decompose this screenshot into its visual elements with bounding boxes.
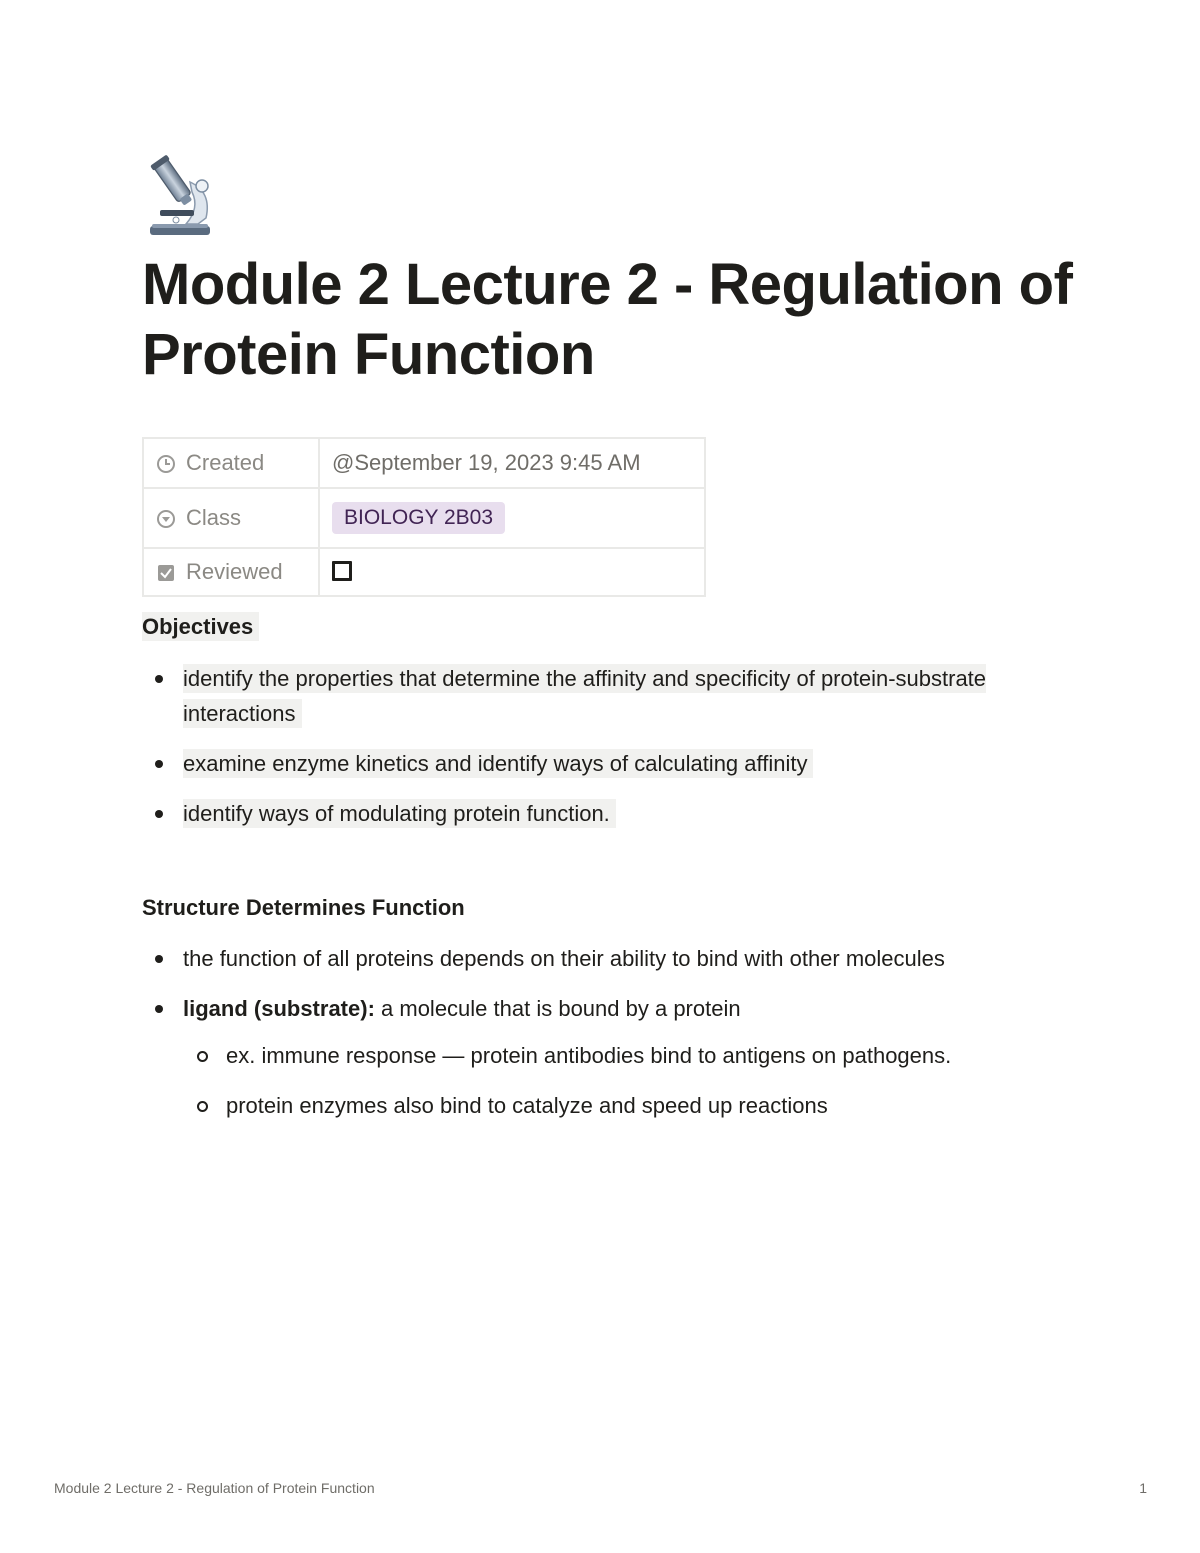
created-value[interactable]: @September 19, 2023 9:45 AM xyxy=(319,438,705,488)
select-icon xyxy=(156,508,176,528)
bullet-icon xyxy=(155,810,163,818)
class-tag[interactable]: BIOLOGY 2B03 xyxy=(332,502,505,534)
bullet-icon xyxy=(155,760,163,768)
property-label-created: Created xyxy=(186,450,265,475)
property-label-class: Class xyxy=(186,505,242,530)
property-row-created xyxy=(143,438,705,488)
reviewed-checkbox[interactable] xyxy=(332,561,352,581)
structure-heading: Structure Determines Function xyxy=(142,895,465,920)
page-number: 1 xyxy=(1139,1480,1147,1496)
bullet-icon xyxy=(155,675,163,683)
sub-list xyxy=(183,1038,1042,1123)
clock-icon xyxy=(156,453,176,473)
properties-table xyxy=(142,437,706,597)
objectives-list xyxy=(142,661,1042,846)
objectives-heading: Objectives xyxy=(142,614,259,640)
bullet-icon xyxy=(155,1005,163,1013)
property-label-reviewed: Reviewed xyxy=(186,559,283,584)
list-item: examine enzyme kinetics and identify ways of calculating affinity xyxy=(142,746,1042,781)
property-row-reviewed xyxy=(143,548,705,596)
bullet-icon xyxy=(155,955,163,963)
list-item: identify the properties that determine the affinity and specificity of protein-substrate interactions xyxy=(142,661,1042,731)
sub-list-item: protein enzymes also bind to catalyze and speed up reactions xyxy=(183,1088,1042,1123)
term-label: ligand (substrate): xyxy=(183,996,375,1021)
structure-list xyxy=(142,941,1042,1138)
bullet-ring-icon xyxy=(197,1101,208,1112)
page-title: Module 2 Lecture 2 - Regulation of Protein Function xyxy=(142,252,1073,387)
checkbox-icon xyxy=(156,562,176,582)
list-item: identify ways of modulating protein function. xyxy=(142,796,1042,831)
property-row-class xyxy=(143,488,705,548)
microscope-icon xyxy=(146,152,218,238)
bullet-ring-icon xyxy=(197,1051,208,1062)
list-item: the function of all proteins depends on their ability to bind with other molecules xyxy=(142,941,1042,976)
footer-title: Module 2 Lecture 2 - Regulation of Protein Function xyxy=(54,1480,375,1496)
list-item: ligand (substrate): a molecule that is bound by a protein ex. immune response — protein antibodies bind to antigens on pathogens. protein enzymes also bind to catalyze and speed up reactions xyxy=(142,991,1042,1123)
sub-list-item: ex. immune response — protein antibodies bind to antigens on pathogens. xyxy=(183,1038,1042,1073)
